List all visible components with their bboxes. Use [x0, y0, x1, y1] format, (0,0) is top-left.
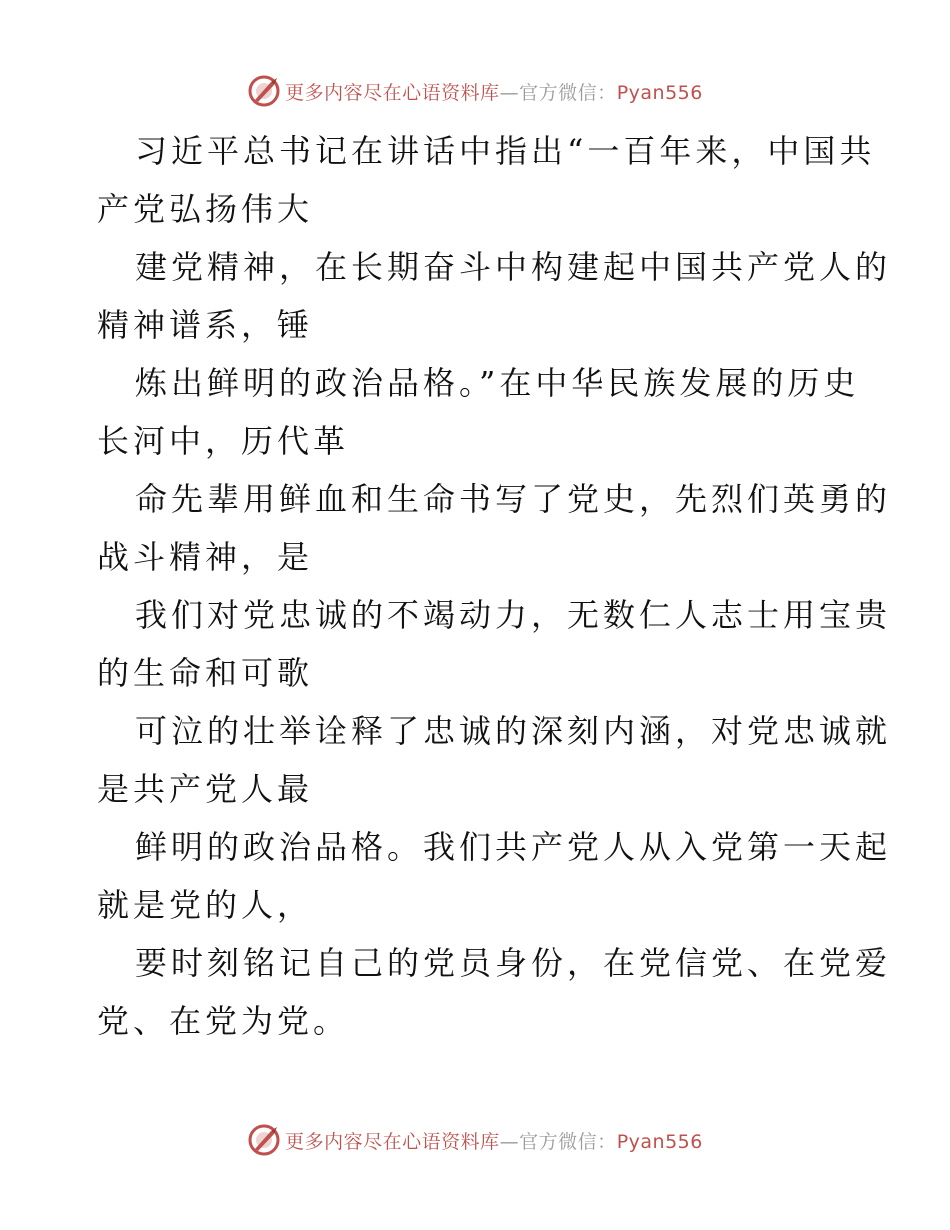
- body-line: 长河中，历代革: [97, 422, 350, 460]
- body-line: 我们对党忠诚的不竭动力，无数仁人志士用宝贵: [135, 596, 892, 634]
- body-line: 鲜明的政治品格。我们共产党人从入党第一天起: [135, 828, 892, 866]
- watermark-text: [285, 1127, 703, 1154]
- watermark-wechat-id: Pyan556: [616, 1130, 703, 1153]
- body-line: 习近平总书记在讲话中指出“一百年来，中国共: [135, 132, 876, 170]
- watermark-text: [285, 78, 703, 105]
- quill-seal-logo-icon: [247, 74, 281, 108]
- body-line: 就是党的人，: [97, 886, 314, 924]
- body-line: 要时刻铭记自己的党员身份，在党信党、在党爱: [135, 944, 892, 982]
- header-watermark: [0, 71, 950, 111]
- watermark-separator: —: [499, 81, 520, 104]
- watermark-site: 更多内容尽在心语资料库: [285, 81, 500, 104]
- quill-seal-logo-icon: [247, 1123, 281, 1157]
- body-line: 战斗精神，是: [97, 538, 314, 576]
- body-line: 产党弘扬伟大: [97, 190, 314, 228]
- footer-watermark: [0, 1120, 950, 1160]
- watermark-wechat-id: Pyan556: [616, 81, 703, 104]
- body-line: 党、在党为党。: [97, 1002, 350, 1040]
- body-line: 炼出鲜明的政治品格。”在中华民族发展的历史: [135, 364, 860, 402]
- body-line: 可泣的壮举诠释了忠诚的深刻内涵，对党忠诚就: [135, 712, 892, 750]
- body-line: 精神谱系，锤: [97, 306, 314, 344]
- body-line: 建党精神，在长期奋斗中构建起中国共产党人的: [135, 248, 892, 286]
- document-body: [97, 122, 892, 1050]
- watermark-suffix: 官方微信：: [519, 81, 617, 104]
- body-line: 的生命和可歌: [97, 654, 314, 692]
- watermark-site: 更多内容尽在心语资料库: [285, 1130, 500, 1153]
- body-line: 命先辈用鲜血和生命书写了党史，先烈们英勇的: [135, 480, 892, 518]
- body-line: 是共产党人最: [97, 770, 314, 808]
- watermark-separator: —: [499, 1130, 520, 1153]
- watermark-suffix: 官方微信：: [519, 1130, 617, 1153]
